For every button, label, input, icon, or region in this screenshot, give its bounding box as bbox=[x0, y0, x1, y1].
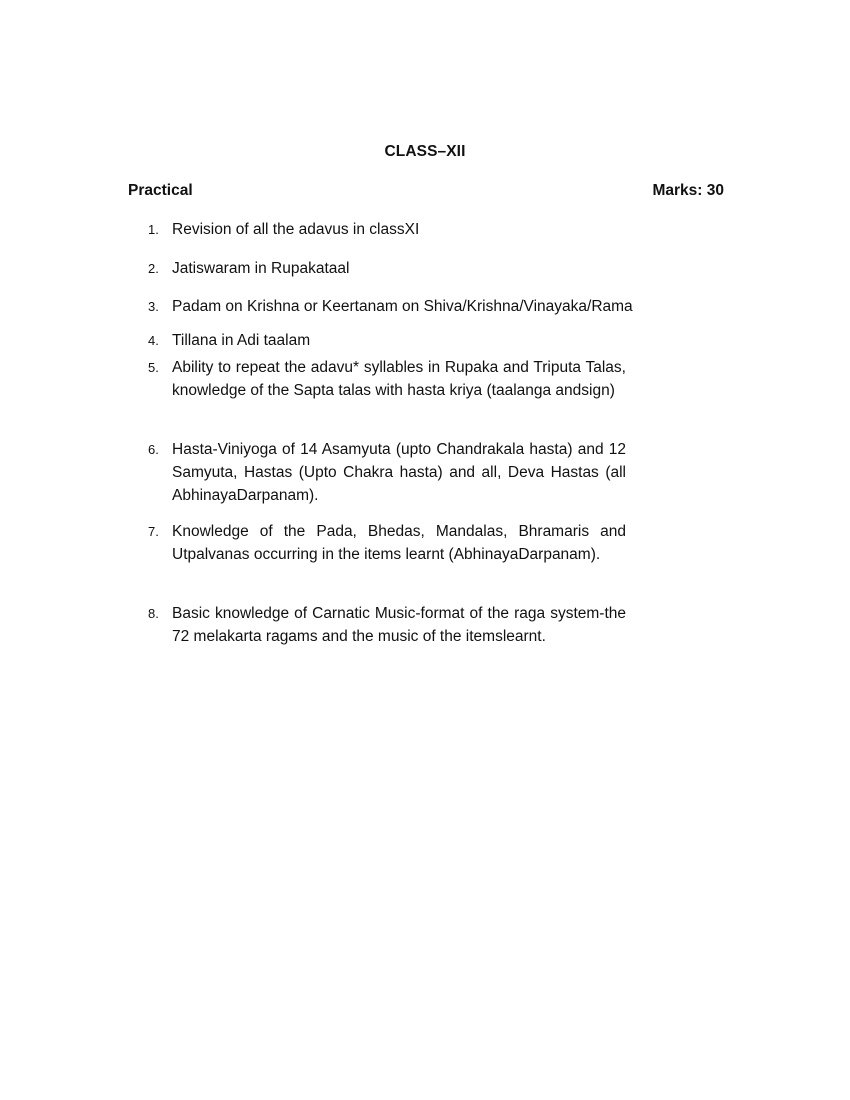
list-item-text: Basic knowledge of Carnatic Music-format of the raga system-the 72 melakarta ragams and the music of the itemslearnt. bbox=[172, 605, 626, 645]
section-label: Practical bbox=[128, 182, 193, 199]
list-item-number: 7. bbox=[148, 524, 159, 539]
list-item-number: 2. bbox=[148, 261, 159, 276]
list-item-text: Padam on Krishna or Keertanam on Shiva/Krishna/Vinayaka/Rama bbox=[172, 298, 633, 315]
list-item-text: Tillana in Adi taalam bbox=[172, 332, 311, 349]
list-item-text: Hasta-Viniyoga of 14 Asamyuta (upto Chandrakala hasta) and 12 Samyuta, Hastas (Upto Chakra hasta) and all, Deva Hastas (all AbhinayaDarpanam). bbox=[172, 441, 626, 504]
list-item-number: 6. bbox=[148, 442, 159, 457]
list-item-number: 3. bbox=[148, 299, 159, 314]
list-item-number: 5. bbox=[148, 360, 159, 375]
section-header bbox=[128, 182, 724, 200]
list-item-text: Ability to repeat the adavu* syllables in Rupaka and Triputa Talas, knowledge of the Sapta talas with hasta kriya (taalanga andsign) bbox=[172, 359, 626, 399]
list-item-number: 4. bbox=[148, 333, 159, 348]
list-item-text: Revision of all the adavus in classXI bbox=[172, 221, 420, 238]
marks-label: Marks: 30 bbox=[652, 182, 724, 199]
list-item-text: Knowledge of the Pada, Bhedas, Mandalas, Bhramaris and Utpalvanas occurring in the items learnt (AbhinayaDarpanam). bbox=[172, 523, 626, 563]
list-item-number: 1. bbox=[148, 222, 159, 237]
list-item-number: 8. bbox=[148, 606, 159, 621]
page-title: CLASS–XII bbox=[384, 143, 466, 160]
list-item-text: Jatiswaram in Rupakataal bbox=[172, 260, 350, 277]
